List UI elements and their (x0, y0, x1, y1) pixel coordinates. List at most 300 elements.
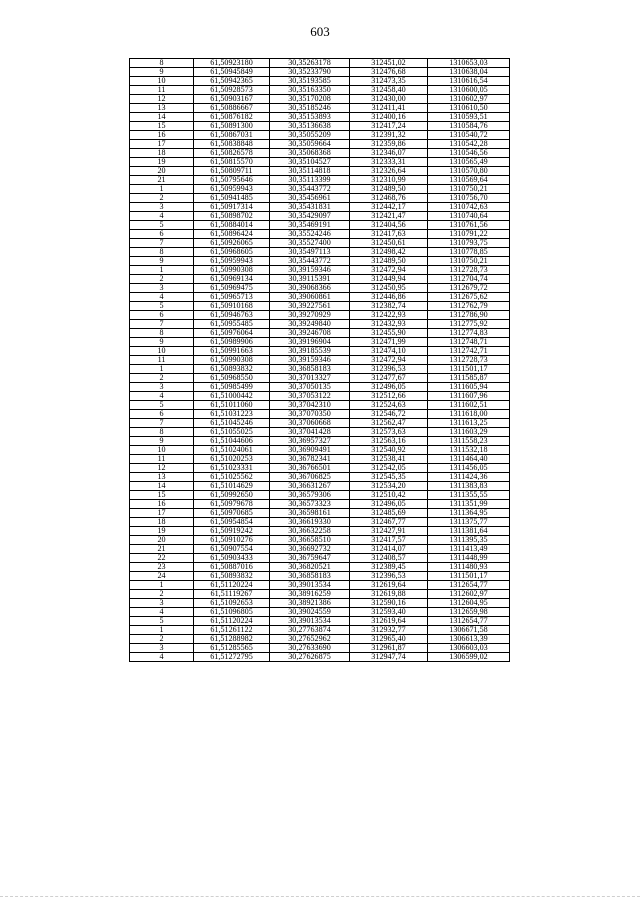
point-number-cell: 5 (130, 302, 194, 311)
longitude-cell: 30,27763874 (270, 626, 350, 635)
longitude-cell: 30,36820521 (270, 563, 350, 572)
table-row (130, 518, 510, 527)
x-coordinate-cell: 312534,20 (350, 482, 428, 491)
latitude-cell: 61,51024061 (194, 446, 270, 455)
longitude-cell: 30,37050135 (270, 383, 350, 392)
x-coordinate-cell: 312446,86 (350, 293, 428, 302)
point-number-cell: 2 (130, 275, 194, 284)
table-row (130, 365, 510, 374)
point-number-cell: 1 (130, 185, 194, 194)
longitude-cell: 30,37013327 (270, 374, 350, 383)
point-number-cell: 9 (130, 437, 194, 446)
latitude-cell: 61,51023331 (194, 464, 270, 473)
latitude-cell: 61,50985499 (194, 383, 270, 392)
y-coordinate-cell: 1310740,64 (428, 212, 510, 221)
latitude-cell: 61,50903433 (194, 554, 270, 563)
latitude-cell: 61,50991663 (194, 347, 270, 356)
x-coordinate-cell: 312932,77 (350, 626, 428, 635)
latitude-cell: 61,50795646 (194, 176, 270, 185)
x-coordinate-cell: 312476,68 (350, 68, 428, 77)
table-row (130, 149, 510, 158)
y-coordinate-cell: 1311613,25 (428, 419, 510, 428)
point-number-cell: 23 (130, 563, 194, 572)
latitude-cell: 61,50838848 (194, 140, 270, 149)
x-coordinate-cell: 312408,57 (350, 554, 428, 563)
y-coordinate-cell: 1310793,75 (428, 239, 510, 248)
longitude-cell: 30,36632258 (270, 527, 350, 536)
table-row (130, 410, 510, 419)
y-coordinate-cell: 1311501,17 (428, 572, 510, 581)
longitude-cell: 30,35059664 (270, 140, 350, 149)
y-coordinate-cell: 1310742,63 (428, 203, 510, 212)
coordinates-table (129, 58, 510, 662)
longitude-cell: 30,35113399 (270, 176, 350, 185)
point-number-cell: 8 (130, 59, 194, 68)
latitude-cell: 61,51044606 (194, 437, 270, 446)
longitude-cell: 30,36692732 (270, 545, 350, 554)
longitude-cell: 30,38916259 (270, 590, 350, 599)
table-row (130, 275, 510, 284)
longitude-cell: 30,39196904 (270, 338, 350, 347)
x-coordinate-cell: 312546,72 (350, 410, 428, 419)
y-coordinate-cell: 1312704,74 (428, 275, 510, 284)
latitude-cell: 61,50928573 (194, 86, 270, 95)
table-row (130, 329, 510, 338)
table-row (130, 239, 510, 248)
point-number-cell: 20 (130, 536, 194, 545)
point-number-cell: 14 (130, 482, 194, 491)
latitude-cell: 61,50907554 (194, 545, 270, 554)
y-coordinate-cell: 1312742,71 (428, 347, 510, 356)
longitude-cell: 30,35469191 (270, 221, 350, 230)
table-row (130, 446, 510, 455)
point-number-cell: 10 (130, 347, 194, 356)
longitude-cell: 30,36858183 (270, 365, 350, 374)
latitude-cell: 61,51020253 (194, 455, 270, 464)
point-number-cell: 4 (130, 293, 194, 302)
point-number-cell: 3 (130, 644, 194, 653)
latitude-cell: 61,50896424 (194, 230, 270, 239)
y-coordinate-cell: 1311375,77 (428, 518, 510, 527)
longitude-cell: 30,39024559 (270, 608, 350, 617)
x-coordinate-cell: 312449,94 (350, 275, 428, 284)
latitude-cell: 61,50926065 (194, 239, 270, 248)
latitude-cell: 61,50990308 (194, 266, 270, 275)
x-coordinate-cell: 312451,02 (350, 59, 428, 68)
x-coordinate-cell: 312590,16 (350, 599, 428, 608)
y-coordinate-cell: 1310616,54 (428, 77, 510, 86)
x-coordinate-cell: 312391,32 (350, 131, 428, 140)
longitude-cell: 30,35443772 (270, 257, 350, 266)
table-row (130, 311, 510, 320)
point-number-cell: 12 (130, 464, 194, 473)
point-number-cell: 9 (130, 257, 194, 266)
x-coordinate-cell: 312619,64 (350, 617, 428, 626)
point-number-cell: 2 (130, 374, 194, 383)
y-coordinate-cell: 1310602,97 (428, 95, 510, 104)
longitude-cell: 30,35233790 (270, 68, 350, 77)
y-coordinate-cell: 1311480,93 (428, 563, 510, 572)
y-coordinate-cell: 1311464,40 (428, 455, 510, 464)
x-coordinate-cell: 312593,40 (350, 608, 428, 617)
point-number-cell: 4 (130, 392, 194, 401)
x-coordinate-cell: 312538,41 (350, 455, 428, 464)
table-row (130, 464, 510, 473)
longitude-cell: 30,36598161 (270, 509, 350, 518)
x-coordinate-cell: 312542,05 (350, 464, 428, 473)
latitude-cell: 61,51120224 (194, 617, 270, 626)
table-row (130, 131, 510, 140)
x-coordinate-cell: 312524,63 (350, 401, 428, 410)
x-coordinate-cell: 312489,50 (350, 257, 428, 266)
x-coordinate-cell: 312427,91 (350, 527, 428, 536)
table-row (130, 509, 510, 518)
x-coordinate-cell: 312619,88 (350, 590, 428, 599)
y-coordinate-cell: 1311383,83 (428, 482, 510, 491)
y-coordinate-cell: 1311501,17 (428, 365, 510, 374)
longitude-cell: 30,35524246 (270, 230, 350, 239)
point-number-cell: 11 (130, 356, 194, 365)
longitude-cell: 30,35170208 (270, 95, 350, 104)
latitude-cell: 61,50886667 (194, 104, 270, 113)
x-coordinate-cell: 312450,61 (350, 239, 428, 248)
x-coordinate-cell: 312961,87 (350, 644, 428, 653)
x-coordinate-cell: 312485,69 (350, 509, 428, 518)
latitude-cell: 61,50990308 (194, 356, 270, 365)
x-coordinate-cell: 312333,31 (350, 158, 428, 167)
point-number-cell: 16 (130, 131, 194, 140)
latitude-cell: 61,50910276 (194, 536, 270, 545)
y-coordinate-cell: 1306613,39 (428, 635, 510, 644)
x-coordinate-cell: 312400,16 (350, 113, 428, 122)
table-row (130, 653, 510, 662)
y-coordinate-cell: 1306599,02 (428, 653, 510, 662)
table-row (130, 221, 510, 230)
x-coordinate-cell: 312467,77 (350, 518, 428, 527)
page-bottom-rule (0, 896, 640, 897)
latitude-cell: 61,51025562 (194, 473, 270, 482)
longitude-cell: 30,37070350 (270, 410, 350, 419)
latitude-cell: 61,51288982 (194, 635, 270, 644)
longitude-cell: 30,35193585 (270, 77, 350, 86)
latitude-cell: 61,51045246 (194, 419, 270, 428)
y-coordinate-cell: 1311381,64 (428, 527, 510, 536)
longitude-cell: 30,27633690 (270, 644, 350, 653)
point-number-cell: 1 (130, 626, 194, 635)
point-number-cell: 5 (130, 221, 194, 230)
x-coordinate-cell: 312396,53 (350, 572, 428, 581)
y-coordinate-cell: 1311448,99 (428, 554, 510, 563)
table-row (130, 320, 510, 329)
point-number-cell: 7 (130, 419, 194, 428)
latitude-cell: 61,51014629 (194, 482, 270, 491)
longitude-cell: 30,39249840 (270, 320, 350, 329)
x-coordinate-cell: 312430,00 (350, 95, 428, 104)
x-coordinate-cell: 312359,86 (350, 140, 428, 149)
longitude-cell: 30,35055209 (270, 131, 350, 140)
y-coordinate-cell: 1311351,99 (428, 500, 510, 509)
latitude-cell: 61,50893832 (194, 572, 270, 581)
table-row (130, 95, 510, 104)
latitude-cell: 61,51120224 (194, 581, 270, 590)
x-coordinate-cell: 312471,99 (350, 338, 428, 347)
latitude-cell: 61,51092653 (194, 599, 270, 608)
latitude-cell: 61,50910168 (194, 302, 270, 311)
y-coordinate-cell: 1312775,92 (428, 320, 510, 329)
x-coordinate-cell: 312510,42 (350, 491, 428, 500)
y-coordinate-cell: 1311585,87 (428, 374, 510, 383)
table-row (130, 59, 510, 68)
y-coordinate-cell: 1312675,62 (428, 293, 510, 302)
y-coordinate-cell: 1311364,95 (428, 509, 510, 518)
x-coordinate-cell: 312422,93 (350, 311, 428, 320)
table-row (130, 581, 510, 590)
table-row (130, 374, 510, 383)
table-row (130, 626, 510, 635)
latitude-cell: 61,50867031 (194, 131, 270, 140)
point-number-cell: 14 (130, 113, 194, 122)
latitude-cell: 61,50809711 (194, 167, 270, 176)
latitude-cell: 61,51031223 (194, 410, 270, 419)
table-row (130, 563, 510, 572)
table-row (130, 104, 510, 113)
point-number-cell: 15 (130, 122, 194, 131)
point-number-cell: 21 (130, 545, 194, 554)
latitude-cell: 61,51119267 (194, 590, 270, 599)
table-row (130, 644, 510, 653)
longitude-cell: 30,39159346 (270, 356, 350, 365)
x-coordinate-cell: 312619,64 (350, 581, 428, 590)
y-coordinate-cell: 1312774,83 (428, 329, 510, 338)
table-row (130, 122, 510, 131)
longitude-cell: 30,39246708 (270, 329, 350, 338)
table-row (130, 428, 510, 437)
latitude-cell: 61,50815570 (194, 158, 270, 167)
longitude-cell: 30,39185539 (270, 347, 350, 356)
x-coordinate-cell: 312458,40 (350, 86, 428, 95)
x-coordinate-cell: 312346,07 (350, 149, 428, 158)
y-coordinate-cell: 1310565,49 (428, 158, 510, 167)
x-coordinate-cell: 312498,42 (350, 248, 428, 257)
table-row (130, 491, 510, 500)
latitude-cell: 61,50959943 (194, 185, 270, 194)
point-number-cell: 9 (130, 338, 194, 347)
longitude-cell: 30,35443772 (270, 185, 350, 194)
table-row (130, 599, 510, 608)
y-coordinate-cell: 1310593,51 (428, 113, 510, 122)
table-row (130, 617, 510, 626)
point-number-cell: 2 (130, 590, 194, 599)
table-row (130, 401, 510, 410)
longitude-cell: 30,39060861 (270, 293, 350, 302)
latitude-cell: 61,50968605 (194, 248, 270, 257)
y-coordinate-cell: 1310610,50 (428, 104, 510, 113)
longitude-cell: 30,39013534 (270, 617, 350, 626)
latitude-cell: 61,50970685 (194, 509, 270, 518)
table-row (130, 482, 510, 491)
y-coordinate-cell: 1311355,55 (428, 491, 510, 500)
point-number-cell: 7 (130, 239, 194, 248)
y-coordinate-cell: 1311618,00 (428, 410, 510, 419)
x-coordinate-cell: 312468,76 (350, 194, 428, 203)
point-number-cell: 15 (130, 491, 194, 500)
longitude-cell: 30,36658510 (270, 536, 350, 545)
point-number-cell: 5 (130, 401, 194, 410)
point-number-cell: 6 (130, 311, 194, 320)
longitude-cell: 30,35163350 (270, 86, 350, 95)
y-coordinate-cell: 1310542,28 (428, 140, 510, 149)
x-coordinate-cell: 312326,64 (350, 167, 428, 176)
latitude-cell: 61,50887016 (194, 563, 270, 572)
latitude-cell: 61,51272795 (194, 653, 270, 662)
point-number-cell: 8 (130, 329, 194, 338)
longitude-cell: 30,35153893 (270, 113, 350, 122)
longitude-cell: 30,36766501 (270, 464, 350, 473)
x-coordinate-cell: 312404,56 (350, 221, 428, 230)
table-row (130, 554, 510, 563)
table-row (130, 230, 510, 239)
y-coordinate-cell: 1311605,94 (428, 383, 510, 392)
point-number-cell: 3 (130, 383, 194, 392)
x-coordinate-cell: 312472,94 (350, 356, 428, 365)
latitude-cell: 61,50955485 (194, 320, 270, 329)
point-number-cell: 20 (130, 167, 194, 176)
x-coordinate-cell: 312450,95 (350, 284, 428, 293)
y-coordinate-cell: 1312654,77 (428, 581, 510, 590)
x-coordinate-cell: 312473,35 (350, 77, 428, 86)
longitude-cell: 30,35429097 (270, 212, 350, 221)
point-number-cell: 1 (130, 581, 194, 590)
table-row (130, 86, 510, 95)
y-coordinate-cell: 1310540,72 (428, 131, 510, 140)
latitude-cell: 61,50898702 (194, 212, 270, 221)
table-row (130, 608, 510, 617)
longitude-cell: 30,36619330 (270, 518, 350, 527)
longitude-cell: 30,35497113 (270, 248, 350, 257)
longitude-cell: 30,35104527 (270, 158, 350, 167)
point-number-cell: 4 (130, 608, 194, 617)
point-number-cell: 3 (130, 203, 194, 212)
longitude-cell: 30,39013534 (270, 581, 350, 590)
longitude-cell: 30,27652962 (270, 635, 350, 644)
point-number-cell: 16 (130, 500, 194, 509)
x-coordinate-cell: 312496,05 (350, 500, 428, 509)
longitude-cell: 30,38921386 (270, 599, 350, 608)
y-coordinate-cell: 1306603,03 (428, 644, 510, 653)
point-number-cell: 22 (130, 554, 194, 563)
y-coordinate-cell: 1311532,18 (428, 446, 510, 455)
x-coordinate-cell: 312455,90 (350, 329, 428, 338)
table-row (130, 392, 510, 401)
longitude-cell: 30,37042310 (270, 401, 350, 410)
latitude-cell: 61,51000442 (194, 392, 270, 401)
x-coordinate-cell: 312389,45 (350, 563, 428, 572)
x-coordinate-cell: 312411,41 (350, 104, 428, 113)
y-coordinate-cell: 1312728,73 (428, 356, 510, 365)
point-number-cell: 4 (130, 212, 194, 221)
point-number-cell: 18 (130, 149, 194, 158)
x-coordinate-cell: 312562,47 (350, 419, 428, 428)
point-number-cell: 11 (130, 455, 194, 464)
point-number-cell: 2 (130, 635, 194, 644)
latitude-cell: 61,50826578 (194, 149, 270, 158)
x-coordinate-cell: 312489,50 (350, 185, 428, 194)
point-number-cell: 6 (130, 230, 194, 239)
table-row (130, 572, 510, 581)
y-coordinate-cell: 1310570,80 (428, 167, 510, 176)
table-row (130, 527, 510, 536)
longitude-cell: 30,39227561 (270, 302, 350, 311)
table-row (130, 77, 510, 86)
x-coordinate-cell: 312432,93 (350, 320, 428, 329)
table-row (130, 455, 510, 464)
longitude-cell: 30,27626875 (270, 653, 350, 662)
latitude-cell: 61,50989906 (194, 338, 270, 347)
latitude-cell: 61,50941485 (194, 194, 270, 203)
table-row (130, 590, 510, 599)
point-number-cell: 19 (130, 527, 194, 536)
latitude-cell: 61,50965713 (194, 293, 270, 302)
longitude-cell: 30,35527400 (270, 239, 350, 248)
longitude-cell: 30,36858183 (270, 572, 350, 581)
y-coordinate-cell: 1311413,49 (428, 545, 510, 554)
latitude-cell: 61,51011060 (194, 401, 270, 410)
y-coordinate-cell: 1312748,71 (428, 338, 510, 347)
latitude-cell: 61,50917314 (194, 203, 270, 212)
y-coordinate-cell: 1310778,85 (428, 248, 510, 257)
table-row (130, 194, 510, 203)
table-row (130, 68, 510, 77)
latitude-cell: 61,50923180 (194, 59, 270, 68)
latitude-cell: 61,50976064 (194, 329, 270, 338)
y-coordinate-cell: 1310756,70 (428, 194, 510, 203)
longitude-cell: 30,36759647 (270, 554, 350, 563)
point-number-cell: 1 (130, 365, 194, 374)
point-number-cell: 1 (130, 266, 194, 275)
y-coordinate-cell: 1312659,98 (428, 608, 510, 617)
table-row (130, 437, 510, 446)
x-coordinate-cell: 312540,92 (350, 446, 428, 455)
longitude-cell: 30,35114818 (270, 167, 350, 176)
latitude-cell: 61,50968550 (194, 374, 270, 383)
table-row (130, 500, 510, 509)
page-number: 603 (310, 24, 330, 39)
x-coordinate-cell: 312563,16 (350, 437, 428, 446)
table-row (130, 140, 510, 149)
y-coordinate-cell: 1310761,56 (428, 221, 510, 230)
y-coordinate-cell: 1311558,23 (428, 437, 510, 446)
y-coordinate-cell: 1310750,21 (428, 257, 510, 266)
y-coordinate-cell: 1311607,96 (428, 392, 510, 401)
y-coordinate-cell: 1312602,97 (428, 590, 510, 599)
latitude-cell: 61,50959943 (194, 257, 270, 266)
point-number-cell: 11 (130, 86, 194, 95)
table-row (130, 158, 510, 167)
point-number-cell: 2 (130, 194, 194, 203)
y-coordinate-cell: 1310546,56 (428, 149, 510, 158)
longitude-cell: 30,37041428 (270, 428, 350, 437)
latitude-cell: 61,50945849 (194, 68, 270, 77)
y-coordinate-cell: 1310584,76 (428, 122, 510, 131)
point-number-cell: 13 (130, 104, 194, 113)
y-coordinate-cell: 1310600,05 (428, 86, 510, 95)
latitude-cell: 61,50954854 (194, 518, 270, 527)
point-number-cell: 4 (130, 653, 194, 662)
coordinates-table-body (130, 59, 510, 662)
point-number-cell: 19 (130, 158, 194, 167)
x-coordinate-cell: 312417,24 (350, 122, 428, 131)
x-coordinate-cell: 312545,35 (350, 473, 428, 482)
